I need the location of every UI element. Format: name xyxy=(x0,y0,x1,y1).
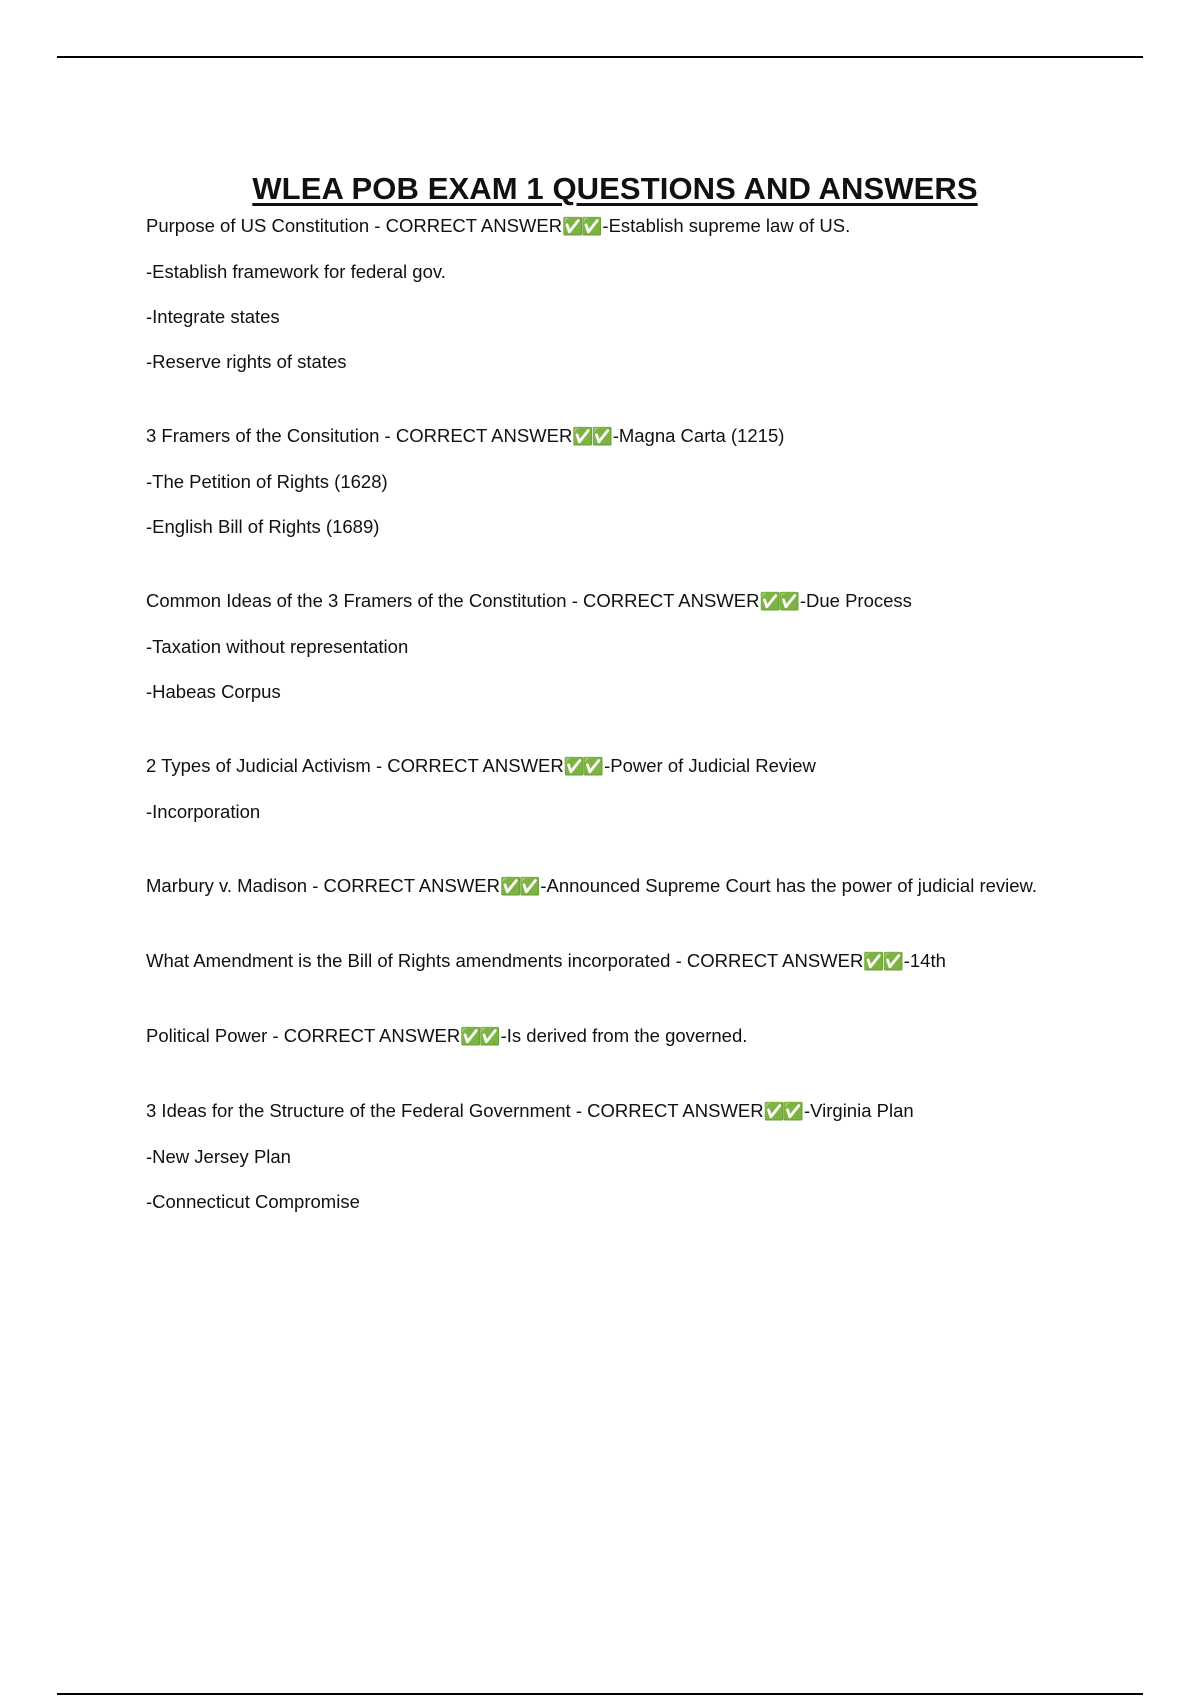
answer-text: -Announced Supreme Court has the power of judicial review. xyxy=(540,875,1038,896)
separator: - xyxy=(670,950,687,971)
qa-item xyxy=(146,587,1046,706)
correct-answer-label: CORRECT ANSWER xyxy=(395,425,573,446)
question-line xyxy=(146,1022,1046,1051)
qa-item xyxy=(146,752,1046,826)
qa-item xyxy=(146,947,1046,976)
answer-text: -Magna Carta (1215) xyxy=(612,425,785,446)
correct-answer-label: CORRECT ANSWER xyxy=(387,755,564,776)
question-text: 3 Framers of the Consitution xyxy=(146,425,380,446)
separator: - xyxy=(307,875,324,896)
bottom-rule xyxy=(57,1693,1143,1695)
question-text: Political Power xyxy=(146,1025,268,1046)
correct-answer-label: CORRECT ANSWER xyxy=(385,215,563,236)
question-line xyxy=(146,947,1046,976)
qa-item xyxy=(146,872,1046,901)
double-check-icon: ✅✅ xyxy=(763,1102,802,1122)
question-line xyxy=(146,872,1046,901)
qa-item xyxy=(146,1097,1046,1216)
answer-text: -Virginia Plan xyxy=(803,1100,914,1121)
page-title: WLEA POB EXAM 1 QUESTIONS AND ANSWERS xyxy=(252,170,978,206)
answer-text: -Establish supreme law of US. xyxy=(602,215,851,236)
correct-answer-label: CORRECT ANSWER xyxy=(583,590,760,611)
double-check-icon: ✅✅ xyxy=(759,592,798,612)
separator: - xyxy=(570,1100,588,1121)
correct-answer-label: CORRECT ANSWER xyxy=(283,1025,461,1046)
correct-answer-label: CORRECT ANSWER xyxy=(587,1100,764,1121)
double-check-icon: ✅✅ xyxy=(563,757,603,777)
correct-answer-label: CORRECT ANSWER xyxy=(323,875,500,896)
answer-text: -14th xyxy=(903,950,946,971)
separator: - xyxy=(379,425,396,446)
question-text: Marbury v. Madison xyxy=(146,875,308,896)
question-text: What Amendment is the Bill of Rights amendments incorporated xyxy=(146,950,671,971)
question-line xyxy=(146,587,1046,616)
question-line xyxy=(146,752,1046,781)
qa-list xyxy=(146,212,1046,1262)
separator: - xyxy=(566,590,584,611)
answer-line: -English Bill of Rights (1689) xyxy=(146,516,380,537)
question-text: Common Ideas of the 3 Framers of the Constitution xyxy=(146,590,567,611)
double-check-icon: ✅✅ xyxy=(460,1027,499,1047)
qa-item xyxy=(146,212,1046,376)
answer-line: -New Jersey Plan xyxy=(146,1146,291,1167)
question-text: Purpose of US Constitution xyxy=(146,215,370,236)
question-text: 2 Types of Judicial Activism xyxy=(146,755,371,776)
answer-text: -Due Process xyxy=(799,590,912,611)
separator: - xyxy=(267,1025,284,1046)
double-check-icon: ✅✅ xyxy=(562,217,601,237)
answer-line: -Reserve rights of states xyxy=(146,351,347,372)
answer-text: -Is derived from the governed. xyxy=(500,1025,748,1046)
answer-line: -Connecticut Compromise xyxy=(146,1191,360,1212)
double-check-icon: ✅✅ xyxy=(863,952,902,972)
double-check-icon: ✅✅ xyxy=(572,427,611,447)
answer-line: -Integrate states xyxy=(146,306,280,327)
separator: - xyxy=(370,755,388,776)
question-line xyxy=(146,1097,1046,1126)
answer-line: -Incorporation xyxy=(146,801,261,822)
correct-answer-label: CORRECT ANSWER xyxy=(686,950,864,971)
question-text: 3 Ideas for the Structure of the Federal Government xyxy=(146,1100,571,1121)
question-line xyxy=(146,212,1046,241)
qa-item xyxy=(146,1022,1046,1051)
answer-line: -Establish framework for federal gov. xyxy=(146,261,446,282)
double-check-icon: ✅✅ xyxy=(500,877,539,897)
separator: - xyxy=(369,215,386,236)
answer-text: -Power of Judicial Review xyxy=(604,755,816,776)
question-line xyxy=(146,422,1046,451)
answer-line: -Taxation without representation xyxy=(146,636,409,657)
qa-item xyxy=(146,422,1046,541)
top-rule xyxy=(57,56,1143,58)
answer-line: -Habeas Corpus xyxy=(146,681,281,702)
answer-line: -The Petition of Rights (1628) xyxy=(146,471,388,492)
